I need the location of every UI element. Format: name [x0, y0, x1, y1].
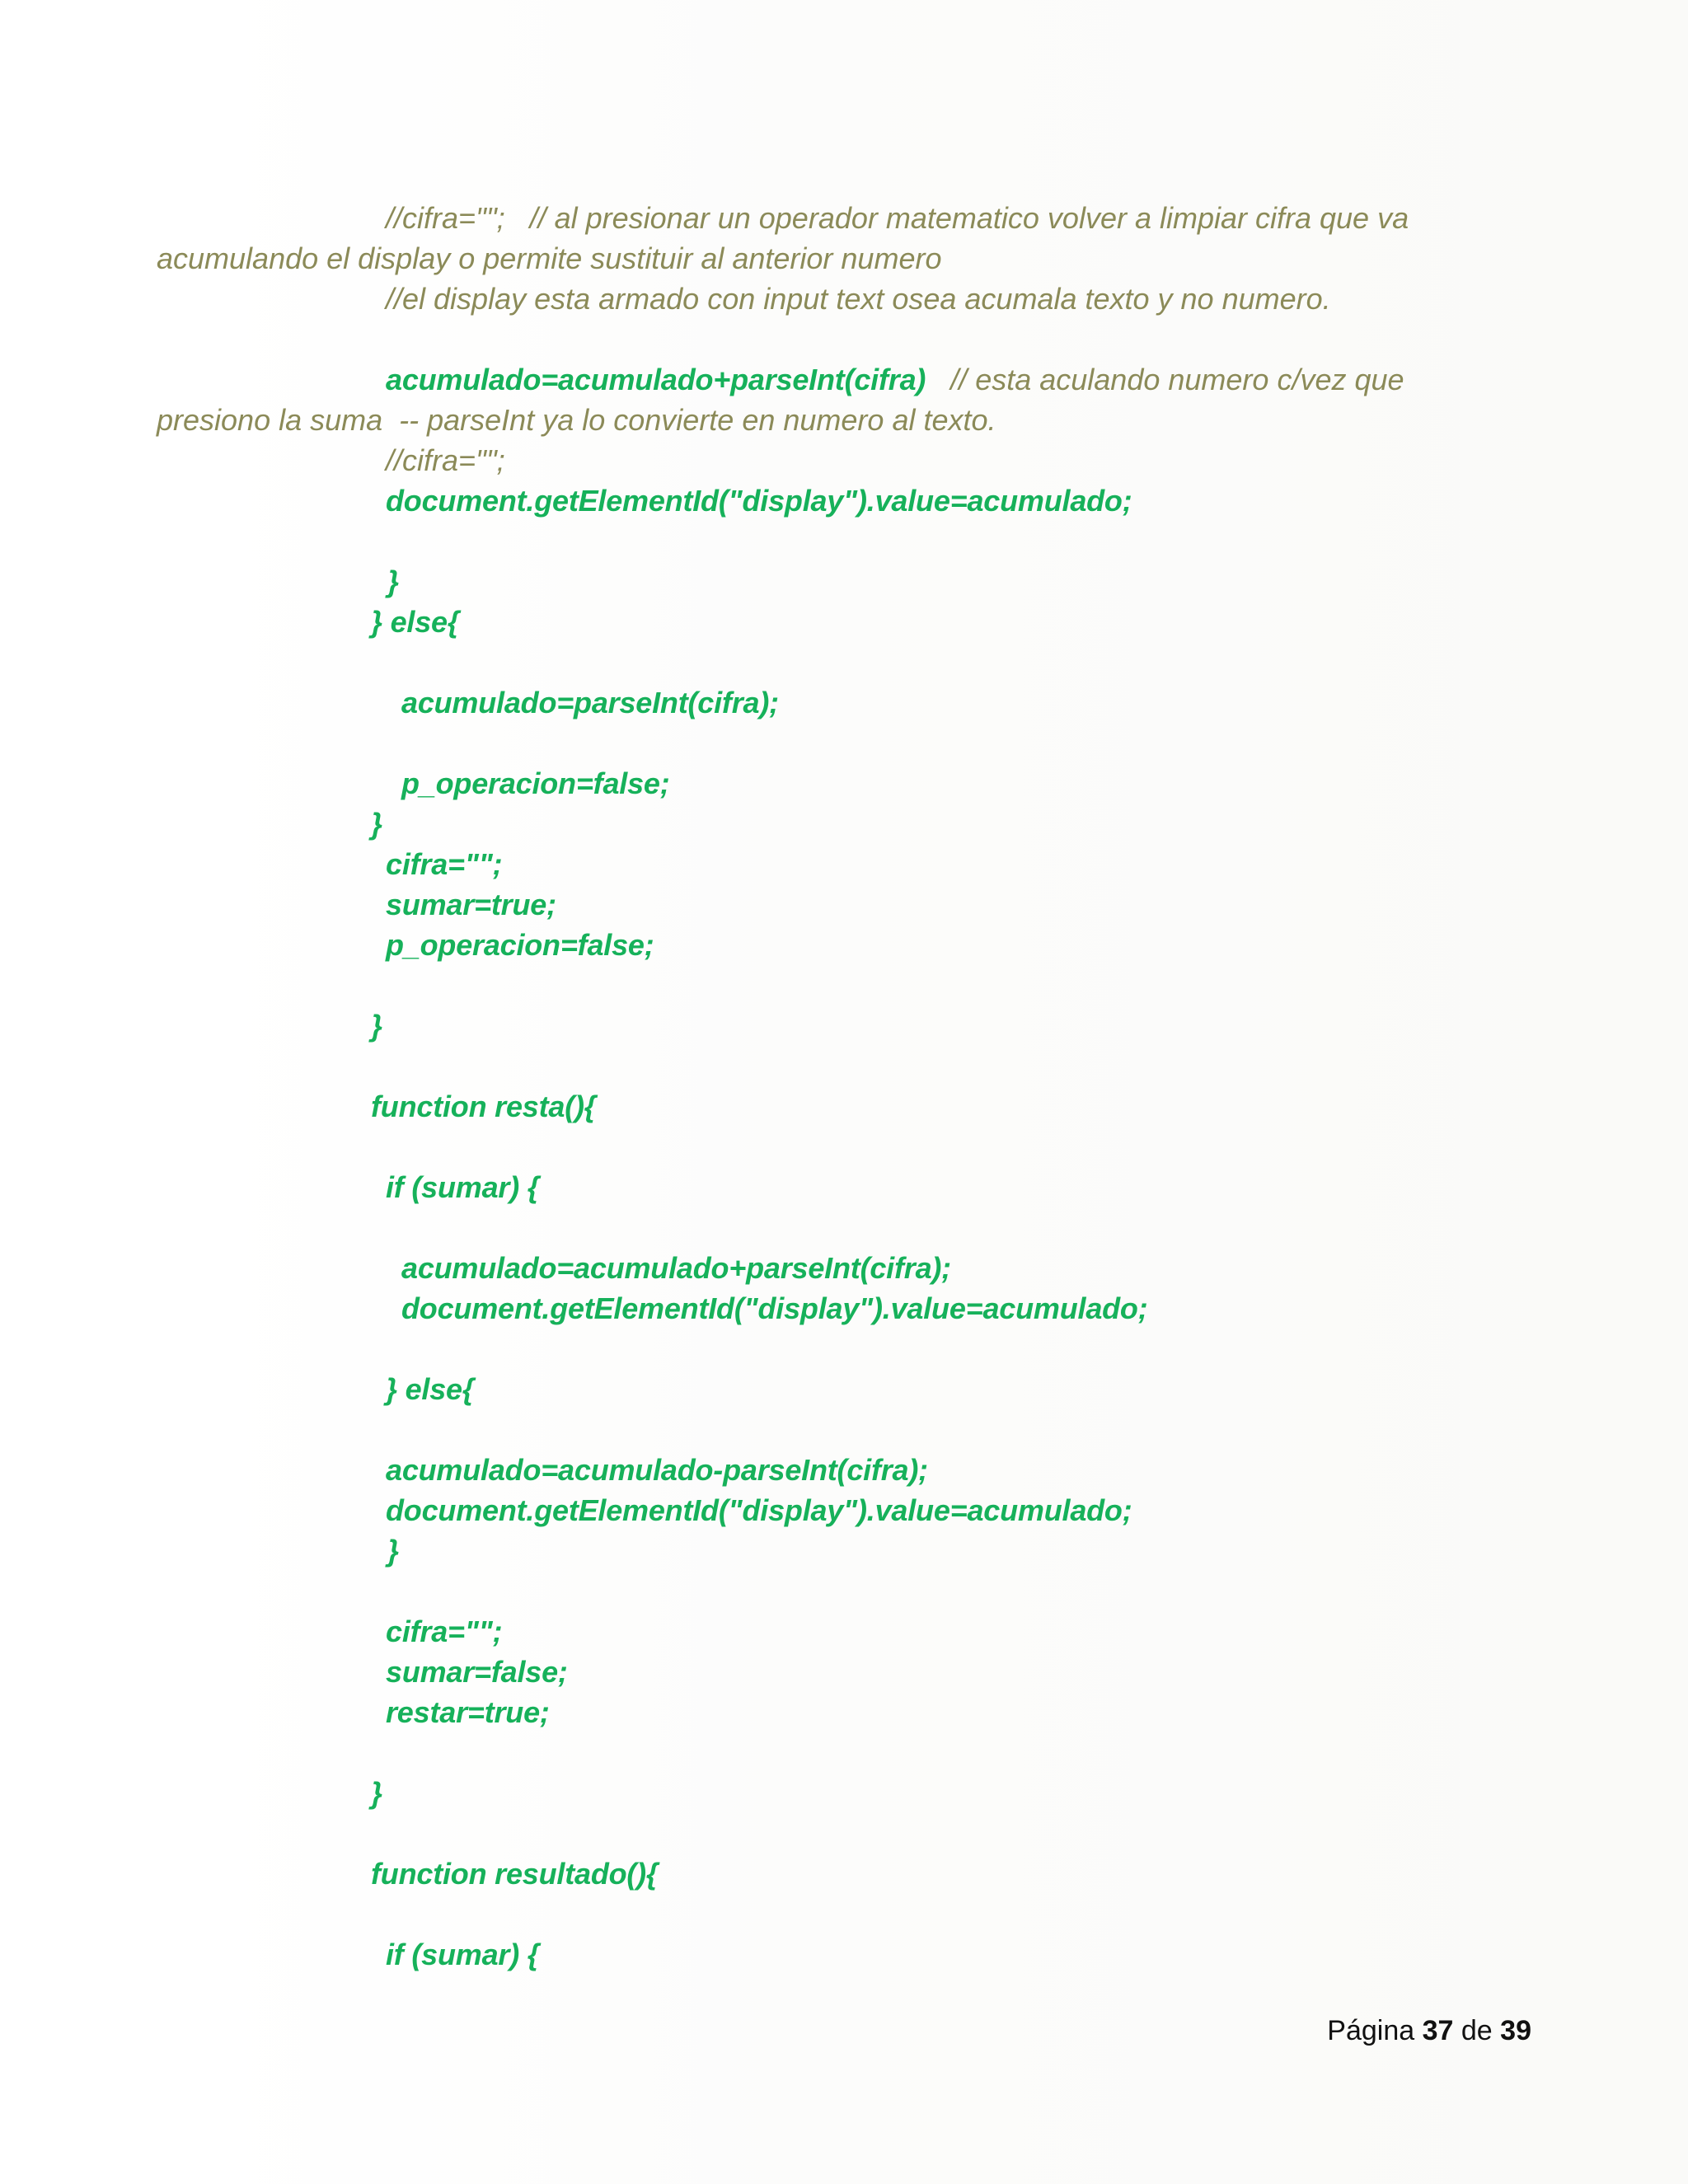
code-line: cifra=""; — [386, 1615, 503, 1648]
code-line: } — [387, 1534, 399, 1568]
code-line: function resultado(){ — [371, 1857, 658, 1891]
code-line: restar=true; — [386, 1695, 550, 1729]
code-line: function resta(){ — [371, 1090, 596, 1123]
page-label: Página — [1327, 2015, 1415, 2046]
code-line: sumar=false; — [386, 1655, 568, 1689]
code-line: acumulado=acumulado+parseInt(cifra); — [401, 1251, 951, 1285]
code-line: p_operacion=false; — [401, 766, 670, 800]
code-line: } — [371, 1776, 382, 1810]
code-line: if (sumar) { — [386, 1170, 539, 1204]
code-statement: acumulado=acumulado+parseInt(cifra) — [386, 363, 926, 396]
code-line: //cifra=""; — [386, 443, 505, 477]
code-line: } else{ — [386, 1372, 474, 1406]
code-line: } — [387, 565, 399, 598]
code-line: sumar=true; — [386, 888, 556, 921]
code-line: document.getElementId("display").value=acumulado; — [386, 484, 1132, 518]
code-line: document.getElementId("display").value=acumulado; — [401, 1291, 1148, 1325]
code-line — [386, 359, 1404, 400]
code-line: } else{ — [371, 605, 459, 639]
code-line: p_operacion=false; — [386, 928, 654, 962]
code-line: if (sumar) { — [386, 1938, 539, 1971]
of-label: de — [1461, 2015, 1493, 2046]
code-line: document.getElementId("display").value=acumulado; — [386, 1493, 1132, 1527]
code-line: cifra=""; — [386, 847, 503, 881]
total-pages: 39 — [1500, 2015, 1531, 2046]
code-line: } — [371, 807, 382, 841]
code-line: presiono la suma -- parseInt ya lo convierte en numero al texto. — [157, 403, 996, 437]
code-line: acumulado=acumulado-parseInt(cifra); — [386, 1453, 928, 1487]
code-line: //cifra=""; // al presionar un operador matematico volver a limpiar cifra que va — [386, 201, 1409, 235]
code-line: } — [371, 1009, 382, 1043]
code-line: acumulado=parseInt(cifra); — [401, 686, 779, 719]
page-number — [1327, 2011, 1531, 2050]
code-line: acumulando el display o permite sustituir al anterior numero — [157, 241, 942, 275]
current-page: 37 — [1422, 2015, 1454, 2046]
code-line: //el display esta armado con input text osea acumala texto y no numero. — [386, 282, 1331, 316]
inline-comment: // esta aculando numero c/vez que — [926, 363, 1404, 396]
